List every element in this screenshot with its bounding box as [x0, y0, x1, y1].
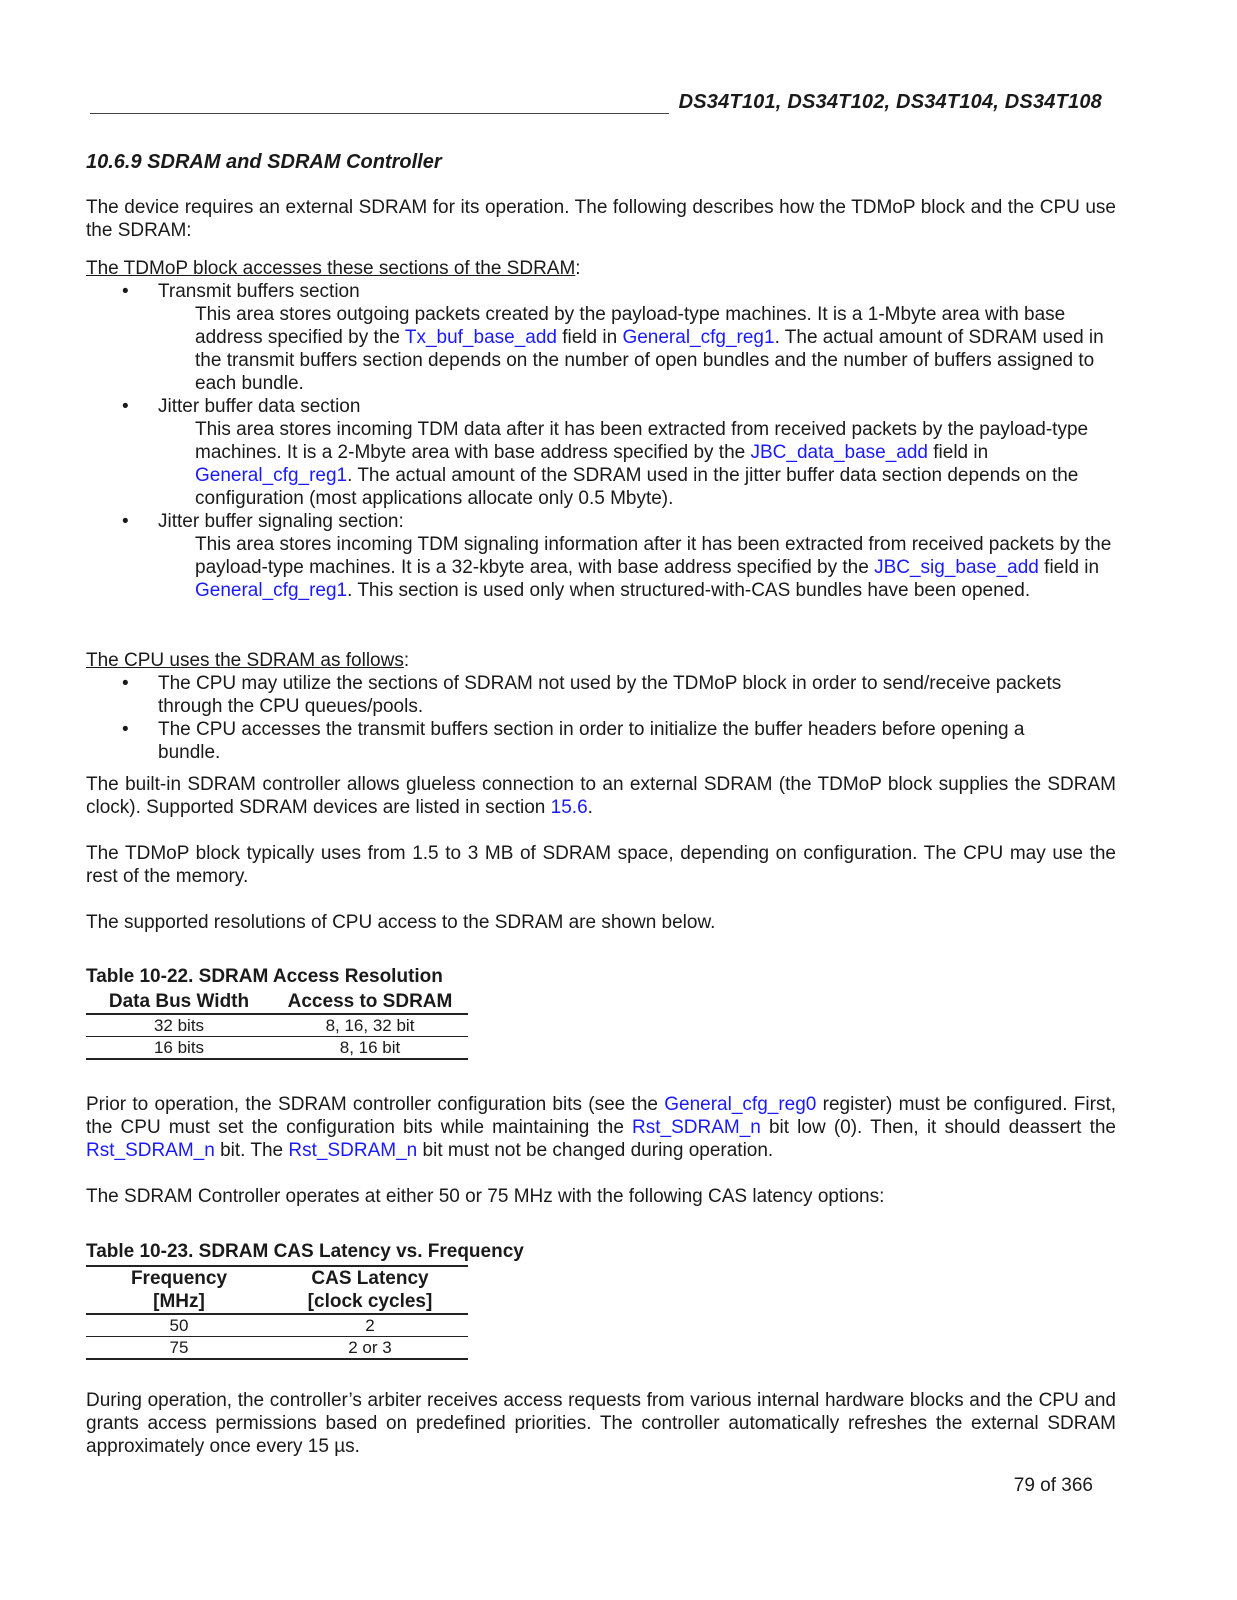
- text-segment: This area stores incoming TDM data after it has been extracted from received packets by the payload-type machines. It is a 2-Mbyte area with base address specified by the: [195, 419, 1089, 463]
- intro-paragraph: The device requires an external SDRAM for its operation. The following describes how the TDMoP block and the CPU use the SDRAM:: [86, 197, 1116, 241]
- cpu-heading: The CPU uses the SDRAM as follows: [86, 650, 404, 671]
- text-segment: bit. The: [214, 1140, 289, 1161]
- column-header-line: CAS Latency: [311, 1268, 429, 1289]
- bullet-icon: •: [122, 719, 129, 740]
- text-segment: Prior to operation, the SDRAM controller configuration bits (see the: [86, 1094, 665, 1115]
- text-segment: field in: [927, 442, 989, 463]
- text-segment: This area stores incoming TDM signaling information after it has been extracted from received packets by the payload-type machines. It is a 32-kbyte area, with base address specified by the: [195, 534, 1112, 578]
- cas-latency-table: [86, 1265, 468, 1360]
- register-field-link[interactable]: Rst_SDRAM_n: [86, 1140, 215, 1161]
- list-item-text: The CPU may utilize the sections of SDRAM not used by the TDMoP block in order to send/receive packets through the CPU queues/pools.: [158, 673, 1062, 717]
- section-link[interactable]: 15.6: [550, 797, 588, 818]
- arbiter-paragraph: During operation, the controller’s arbiter receives access requests from various internal hardware blocks and the CPU and grants access permissions based on predefined priorities. The controller automatically refreshes the external SDRAM approximately once every 15 µs.: [86, 1390, 1116, 1457]
- space-paragraph: The TDMoP block typically uses from 1.5 to 3 MB of SDRAM space, depending on configuration. The CPU may use the rest of the memory.: [86, 843, 1116, 887]
- list-item-description: [86, 303, 1116, 395]
- column-header-line: Frequency: [130, 1268, 228, 1289]
- bullet-icon: •: [122, 511, 129, 532]
- table-header-row: [86, 990, 468, 1014]
- table-row: [86, 1337, 468, 1360]
- table-cell: 8, 16, 32 bit: [325, 1016, 415, 1035]
- access-resolution-table: [86, 990, 468, 1060]
- list-item-label: Jitter buffer data section: [158, 396, 361, 417]
- resolutions-paragraph: The supported resolutions of CPU access to the SDRAM are shown below.: [86, 912, 716, 933]
- table-cell: 75: [169, 1338, 189, 1357]
- tdmop-section: [86, 257, 1116, 602]
- register-field-link[interactable]: Rst_SDRAM_n: [288, 1140, 418, 1161]
- table-row: [86, 1037, 468, 1060]
- list-item: [86, 510, 1116, 533]
- register-link[interactable]: General_cfg_reg1: [622, 327, 775, 348]
- table-cell: 16 bits: [153, 1038, 205, 1057]
- text-segment: The built-in SDRAM controller allows glueless connection to an external SDRAM (the TDMoP block supplies the SDRAM clock). Supported SDRAM devices are listed in section: [86, 774, 1116, 818]
- register-link[interactable]: General_cfg_reg1: [195, 465, 348, 486]
- column-header-line: [clock cycles]: [307, 1291, 433, 1312]
- list-item-description: [86, 418, 1116, 510]
- table-row: [86, 1014, 468, 1037]
- section-title: 10.6.9 SDRAM and SDRAM Controller: [86, 151, 442, 173]
- list-item: [86, 672, 1078, 718]
- table-caption: Table 10-23. SDRAM CAS Latency vs. Frequency: [86, 1241, 524, 1262]
- text-segment: . This section is used only when structured-with-CAS bundles have been opened.: [347, 580, 1031, 601]
- register-link[interactable]: General_cfg_reg0: [664, 1094, 817, 1115]
- text-segment: .: [587, 797, 593, 818]
- list-item: [86, 280, 1116, 303]
- register-link[interactable]: General_cfg_reg1: [195, 580, 348, 601]
- prior-operation-paragraph: [86, 1093, 1116, 1162]
- register-field-link[interactable]: Tx_buf_base_add: [404, 327, 557, 348]
- table-cell: 8, 16 bit: [339, 1038, 401, 1057]
- frequency-paragraph: The SDRAM Controller operates at either 50 or 75 MHz with the following CAS latency options:: [86, 1186, 885, 1207]
- text-segment: register) must be configured. First, the CPU must set the configuration bits while maintaining the: [86, 1094, 1116, 1138]
- list-item: [86, 718, 1078, 764]
- text-segment: field in: [1038, 557, 1100, 578]
- page-number: 79 of 366: [1013, 1475, 1093, 1496]
- column-header: [272, 1266, 468, 1314]
- table-cell: 2 or 3: [348, 1338, 392, 1357]
- list-item-text: The CPU accesses the transmit buffers section in order to initialize the buffer headers before opening a bundle.: [158, 719, 1025, 763]
- cas-latency-table-block: [86, 1240, 566, 1360]
- register-field-link[interactable]: JBC_sig_base_add: [874, 557, 1039, 578]
- table-cell: 32 bits: [153, 1016, 205, 1035]
- cpu-heading-line: The CPU uses the SDRAM as follows:: [86, 650, 410, 671]
- text-segment: bit low (0). Then, it should deassert the: [760, 1117, 1116, 1138]
- column-header: Access to SDRAM: [287, 991, 453, 1012]
- table-header-row: [86, 1266, 468, 1314]
- list-item-label: Jitter buffer signaling section:: [158, 511, 404, 532]
- text-segment: This area stores outgoing packets created by the payload-type machines. It is a 1-Mbyte area with base address specified by the: [195, 304, 1066, 348]
- list-item: [86, 395, 1116, 418]
- text-segment: . The actual amount of the SDRAM used in the jitter buffer data section depends on the configuration (most applications allocate only 0.5 Mbyte).: [195, 465, 1079, 509]
- bullet-icon: •: [122, 673, 129, 694]
- register-field-link[interactable]: JBC_data_base_add: [750, 442, 928, 463]
- header-title: DS34T101, DS34T102, DS34T104, DS34T108: [678, 91, 1102, 113]
- cpu-section: [86, 649, 1116, 764]
- text-segment: . The actual amount of SDRAM used in the transmit buffers section depends on the number of open bundles and the number of buffers assigned to each bundle.: [195, 327, 1104, 394]
- register-field-link[interactable]: Rst_SDRAM_n: [632, 1117, 761, 1138]
- bullet-icon: •: [122, 281, 129, 302]
- tdmop-heading-line: The TDMoP block accesses these sections of the SDRAM:: [86, 258, 581, 279]
- column-header-line: [MHz]: [153, 1291, 205, 1312]
- table-cell: 2: [365, 1316, 375, 1335]
- column-header: Data Bus Width: [108, 991, 250, 1012]
- table-cell: 50: [169, 1316, 189, 1335]
- table-row: [86, 1314, 468, 1337]
- list-item-label: Transmit buffers section: [158, 281, 360, 302]
- list-item-description: [86, 533, 1116, 602]
- text-segment: field in: [556, 327, 623, 348]
- page-header: [90, 90, 1102, 114]
- header-rule: [90, 95, 669, 114]
- column-header: [86, 1266, 272, 1314]
- bullet-icon: •: [122, 396, 129, 417]
- controller-paragraph: [86, 773, 1116, 819]
- access-resolution-table-block: [86, 965, 476, 1060]
- table-caption: Table 10-22. SDRAM Access Resolution: [86, 966, 443, 987]
- text-segment: bit must not be changed during operation.: [417, 1140, 774, 1161]
- tdmop-heading: The TDMoP block accesses these sections of the SDRAM: [86, 258, 576, 279]
